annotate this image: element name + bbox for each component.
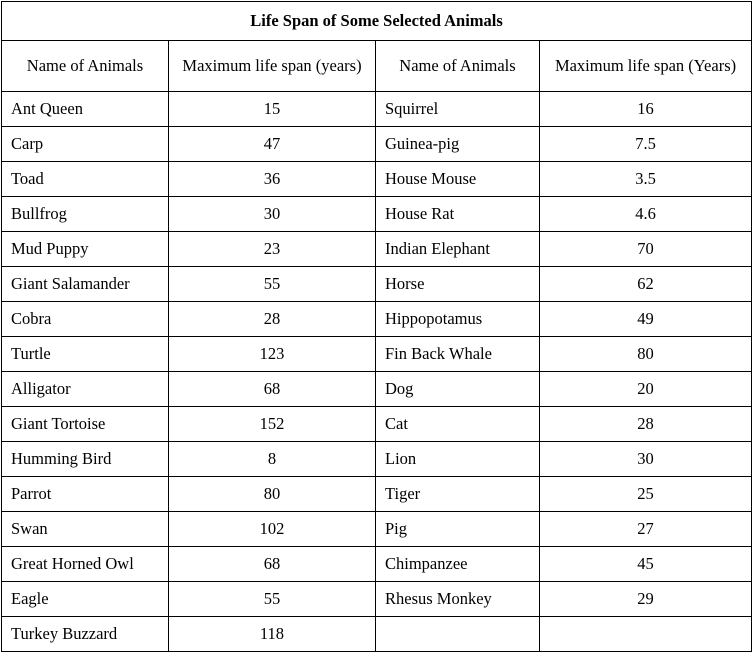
lifespan-left: 28 bbox=[169, 302, 376, 337]
animal-name-left: Turkey Buzzard bbox=[2, 617, 169, 652]
animal-name-left: Ant Queen bbox=[2, 92, 169, 127]
animal-name-left: Toad bbox=[2, 162, 169, 197]
lifespan-right: 49 bbox=[540, 302, 752, 337]
animal-name-left: Giant Salamander bbox=[2, 267, 169, 302]
lifespan-left: 80 bbox=[169, 477, 376, 512]
animal-name-right: Squirrel bbox=[376, 92, 540, 127]
lifespan-right: 16 bbox=[540, 92, 752, 127]
animal-name-left: Bullfrog bbox=[2, 197, 169, 232]
table-row bbox=[2, 127, 752, 162]
table-row bbox=[2, 407, 752, 442]
table-row bbox=[2, 582, 752, 617]
animal-name-right: Horse bbox=[376, 267, 540, 302]
lifespan-left: 36 bbox=[169, 162, 376, 197]
lifespan-right: 3.5 bbox=[540, 162, 752, 197]
animal-name-left: Giant Tortoise bbox=[2, 407, 169, 442]
lifespan-left: 152 bbox=[169, 407, 376, 442]
lifespan-left: 123 bbox=[169, 337, 376, 372]
table-row bbox=[2, 547, 752, 582]
table-body bbox=[2, 92, 752, 652]
animal-name-left: Eagle bbox=[2, 582, 169, 617]
animal-name-right: House Rat bbox=[376, 197, 540, 232]
animal-name-right: Pig bbox=[376, 512, 540, 547]
lifespan-right: 80 bbox=[540, 337, 752, 372]
lifespan-left: 118 bbox=[169, 617, 376, 652]
lifespan-left: 23 bbox=[169, 232, 376, 267]
table-row bbox=[2, 337, 752, 372]
animal-name-left: Turtle bbox=[2, 337, 169, 372]
animal-name-left: Humming Bird bbox=[2, 442, 169, 477]
animal-name-right: Indian Elephant bbox=[376, 232, 540, 267]
lifespan-right: 7.5 bbox=[540, 127, 752, 162]
table-title: Life Span of Some Selected Animals bbox=[2, 2, 752, 41]
lifespan-left: 68 bbox=[169, 372, 376, 407]
table-row bbox=[2, 232, 752, 267]
header-lifespan-left: Maximum life span (years) bbox=[169, 41, 376, 92]
animal-name-left: Parrot bbox=[2, 477, 169, 512]
animal-name-right: Rhesus Monkey bbox=[376, 582, 540, 617]
table-row bbox=[2, 442, 752, 477]
lifespan-right: 27 bbox=[540, 512, 752, 547]
animal-name-right: Chimpanzee bbox=[376, 547, 540, 582]
lifespan-right: 25 bbox=[540, 477, 752, 512]
lifespan-right: 62 bbox=[540, 267, 752, 302]
animal-name-right: Hippopotamus bbox=[376, 302, 540, 337]
animal-name-left: Cobra bbox=[2, 302, 169, 337]
animal-name-right: Cat bbox=[376, 407, 540, 442]
header-lifespan-right: Maximum life span (Years) bbox=[540, 41, 752, 92]
header-animal-name-left: Name of Animals bbox=[2, 41, 169, 92]
lifespan-left: 8 bbox=[169, 442, 376, 477]
lifespan-right: 30 bbox=[540, 442, 752, 477]
animal-name-right: Guinea-pig bbox=[376, 127, 540, 162]
lifespan-right: 45 bbox=[540, 547, 752, 582]
table-row bbox=[2, 372, 752, 407]
animal-name-left: Mud Puppy bbox=[2, 232, 169, 267]
table-row bbox=[2, 92, 752, 127]
table-row bbox=[2, 302, 752, 337]
lifespan-right: 20 bbox=[540, 372, 752, 407]
lifespan-right: 70 bbox=[540, 232, 752, 267]
table-row bbox=[2, 617, 752, 652]
animal-name-left: Great Horned Owl bbox=[2, 547, 169, 582]
animal-name-left: Alligator bbox=[2, 372, 169, 407]
lifespan-left: 30 bbox=[169, 197, 376, 232]
animal-name-right: Tiger bbox=[376, 477, 540, 512]
animal-name-left: Carp bbox=[2, 127, 169, 162]
lifespan-right: 29 bbox=[540, 582, 752, 617]
lifespan-left: 55 bbox=[169, 582, 376, 617]
table-row bbox=[2, 162, 752, 197]
lifespan-left: 47 bbox=[169, 127, 376, 162]
lifespan-right: 28 bbox=[540, 407, 752, 442]
table-row bbox=[2, 267, 752, 302]
lifespan-left: 55 bbox=[169, 267, 376, 302]
table-row bbox=[2, 512, 752, 547]
animal-name-right: Dog bbox=[376, 372, 540, 407]
animal-name-right: Lion bbox=[376, 442, 540, 477]
lifespan-left: 15 bbox=[169, 92, 376, 127]
lifespan-left: 68 bbox=[169, 547, 376, 582]
animal-name-right bbox=[376, 617, 540, 652]
lifespan-right: 4.6 bbox=[540, 197, 752, 232]
lifespan-table bbox=[1, 1, 752, 652]
lifespan-left: 102 bbox=[169, 512, 376, 547]
header-animal-name-right: Name of Animals bbox=[376, 41, 540, 92]
animal-name-right: House Mouse bbox=[376, 162, 540, 197]
table-row bbox=[2, 197, 752, 232]
lifespan-right bbox=[540, 617, 752, 652]
table-row bbox=[2, 477, 752, 512]
animal-name-left: Swan bbox=[2, 512, 169, 547]
animal-name-right: Fin Back Whale bbox=[376, 337, 540, 372]
